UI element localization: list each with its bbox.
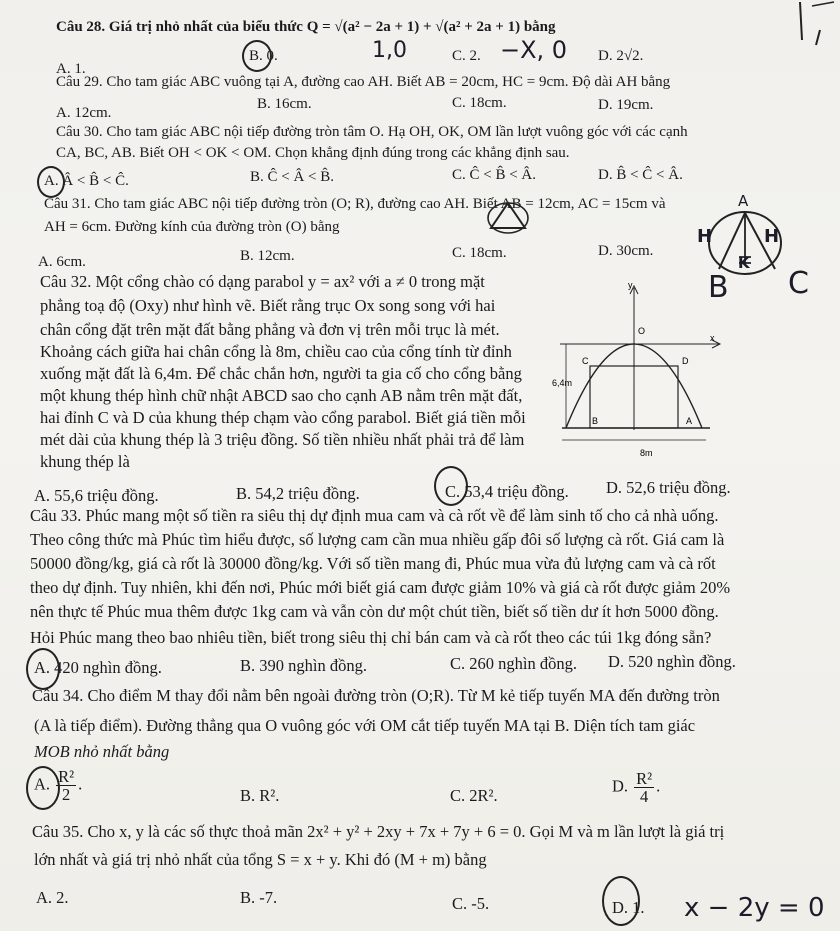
q33-option-d[interactable]: D. 520 nghìn đồng.: [608, 652, 736, 671]
handwritten-note-q28-a: 1,0: [372, 38, 407, 63]
q35-option-d[interactable]: D. 1.: [612, 898, 645, 917]
q34-option-d[interactable]: D. $\frac{\text{R²}}{4}$ .: [612, 769, 661, 806]
fig-label-height: 6,4m: [552, 378, 573, 388]
answer-circle-q28: [242, 40, 272, 72]
answer-circle-q34: [26, 766, 60, 810]
handwritten-label-b: B: [708, 270, 729, 305]
q35-option-a[interactable]: A. 2.: [36, 888, 69, 907]
q32-option-c[interactable]: C. 53,4 triệu đồng.: [445, 482, 569, 501]
q32-option-d[interactable]: D. 52,6 triệu đồng.: [606, 478, 731, 497]
q35-option-b[interactable]: B. -7.: [240, 888, 278, 907]
q31-option-c[interactable]: C. 18cm.: [452, 245, 507, 261]
q33-line-4: theo dự định. Tuy nhiên, khi đến nơi, Phúc mới biết giá cam được giảm 10% và giá cà rốt được giảm 20%: [30, 578, 731, 597]
q34-option-d-denominator: 4: [640, 787, 649, 806]
answer-circle-q30: [37, 166, 65, 198]
q31-option-d[interactable]: D. 30cm.: [598, 243, 654, 259]
fig-label-o: O: [638, 326, 646, 336]
q34-line-1: Câu 34. Cho điểm M thay đổi nằm bên ngoài đường tròn (O;R). Từ M kẻ tiếp tuyến MA đến đường tròn: [32, 686, 720, 705]
q28-option-c[interactable]: C. 2.: [452, 48, 481, 64]
q30-option-a[interactable]: A. Â < B̂ < Ĉ.: [44, 173, 129, 189]
q33-option-b[interactable]: B. 390 nghìn đồng.: [240, 656, 367, 675]
handwritten-note-bottom: x − 2y = 0: [684, 893, 825, 923]
q32-line-7: hai đỉnh C và D của khung thép chạm vào cổng parabol. Biết giá tiền mỗi: [40, 408, 526, 427]
q30-option-c[interactable]: C. Ĉ < B̂ < Â.: [452, 167, 537, 183]
q29-option-c[interactable]: C. 18cm.: [452, 95, 507, 111]
q30-stem-line1: Câu 30. Cho tam giác ABC nội tiếp đường tròn tâm O. Hạ OH, OK, OM lần lượt vuông góc với các cạnh: [56, 124, 688, 140]
q28-stem: Câu 28. Giá trị nhỏ nhất của biểu thức Q = √(a² − 2a + 1) + √(a² + 2a + 1) bằng: [56, 19, 556, 35]
q32-option-b[interactable]: B. 54,2 triệu đồng.: [236, 484, 360, 503]
q35-line-1: Câu 35. Cho x, y là các số thực thoả mãn 2x² + y² + 2xy + 7x + 7y + 6 = 0. Gọi M và m lần lượt là giá trị: [32, 822, 725, 841]
fig-label-width: 8m: [640, 448, 653, 458]
fig-label-c: C: [582, 356, 589, 366]
q34-option-a[interactable]: A. $\frac{\text{R²}}{2}$ .: [34, 767, 83, 804]
q28-option-b[interactable]: B. 0.: [249, 48, 278, 64]
q34-option-c[interactable]: C. 2R².: [450, 786, 498, 805]
q31-option-a[interactable]: A. 6cm.: [38, 254, 86, 270]
q31-stem-line2: AH = 6cm. Đường kính của đường tròn (O) bằng: [44, 219, 340, 235]
fig-label-d: D: [682, 356, 689, 366]
handwritten-label-c: C: [788, 266, 809, 301]
q34-option-a-label: A.: [34, 774, 51, 794]
handwritten-triangle-sketch: [485, 198, 531, 234]
parabola-gate-figure: [550, 278, 730, 468]
q29-stem: Câu 29. Cho tam giác ABC vuông tại A, đường cao AH. Biết AB = 20cm, HC = 9cm. Độ dài AH bằng: [56, 74, 671, 90]
q32-line-6: một khung thép hình chữ nhật ABCD sao cho cạnh AB nằm trên mặt đất,: [40, 386, 523, 405]
q32-line-1: Câu 32. Một cổng chào có dạng parabol y = ax² với a ≠ 0 trong mặt: [40, 272, 485, 291]
q34-option-a-denominator: 2: [62, 785, 71, 804]
handwritten-label-h: H: [697, 226, 713, 247]
q35-option-c[interactable]: C. -5.: [452, 894, 490, 913]
q33-option-c[interactable]: C. 260 nghìn đồng.: [450, 654, 577, 673]
q34-option-d-label: D.: [612, 776, 629, 796]
handwritten-note-q28-b: −X, 0: [500, 36, 568, 64]
fig-label-a: A: [686, 416, 693, 426]
pen-stroke-scribble: [760, 0, 840, 50]
q28-option-a[interactable]: A. 1.: [56, 61, 86, 77]
q33-line-2: Theo công thức mà Phúc tìm hiểu được, số lượng cam cần mua nhiều gấp đôi số lượng cà rốt. Giá cam là: [30, 530, 725, 549]
q34-line-2: (A là tiếp điểm). Đường thẳng qua O vuông góc với OM cắt tiếp tuyến MA tại B. Diện tích tam giác: [34, 716, 696, 735]
q34-option-d-fraction: [634, 770, 654, 805]
q32-option-a[interactable]: A. 55,6 triệu đồng.: [34, 486, 159, 505]
q34-line-3: MOB nhỏ nhất bằng: [34, 742, 170, 761]
q33-line-1: Câu 33. Phúc mang một số tiền ra siêu thị dự định mua cam và cà rốt về để làm sinh tố cho cả nhà uống.: [30, 506, 719, 525]
q32-line-5: xuống mặt đất là 6,4m. Để chắc chắn hơn, người ta gia cố cho cổng bằng: [40, 364, 522, 383]
q32-line-4: Khoảng cách giữa hai chân cổng là 8m, chiều cao của cổng tính từ đỉnh: [40, 342, 512, 361]
q29-option-d[interactable]: D. 19cm.: [598, 97, 654, 113]
q33-line-5: nên thực tế Phúc mua thêm được 1kg cam và vẫn còn dư một chút tiền, biết số tiền dư ít hơn 5000 đồng.: [30, 602, 719, 621]
fig-label-y: y: [628, 280, 633, 290]
q28-option-d[interactable]: D. 2√2.: [598, 48, 644, 64]
q29-option-a[interactable]: A. 12cm.: [56, 105, 112, 121]
q29-option-b[interactable]: B. 16cm.: [257, 96, 312, 112]
q32-line-8: mét dài của khung thép là 3 triệu đồng. Số tiền nhiều nhất phải trả để làm: [40, 430, 525, 449]
q30-option-b[interactable]: B. Ĉ < Â < B̂.: [250, 169, 335, 185]
q31-option-b[interactable]: B. 12cm.: [240, 248, 295, 264]
fig-label-x: x: [710, 333, 715, 343]
q33-line-3: 50000 đồng/kg, giá cà rốt là 30000 đồng/kg. Với số tiền mang đi, Phúc mua vừa đủ lượng cam và cà rốt: [30, 554, 716, 573]
answer-circle-q35: [602, 876, 640, 926]
q32-line-3: chân cổng đặt trên mặt đất bằng phẳng và đơn vị trên mỗi trục là mét.: [40, 320, 500, 339]
handwritten-label-h2: H: [764, 226, 780, 247]
handwritten-label-a: A: [738, 192, 749, 210]
q31-stem-line1: Câu 31. Cho tam giác ABC nội tiếp đường tròn (O; R), đường cao AH. Biết AB = 12cm, AC = 15cm và: [44, 196, 666, 212]
q32-line-2: phẳng toạ độ (Oxy) như hình vẽ. Biết rằng trục Ox song song với hai: [40, 296, 496, 315]
q30-option-d[interactable]: D. B̂ < Ĉ < Â.: [598, 167, 683, 183]
fig-label-b: B: [592, 416, 599, 426]
q33-option-a[interactable]: A. 420 nghìn đồng.: [34, 658, 162, 677]
answer-circle-q32: [434, 466, 468, 506]
q32-line-9: khung thép là: [40, 452, 130, 471]
q34-option-b[interactable]: B. R².: [240, 786, 280, 805]
q34-option-a-numerator: R²: [58, 767, 75, 786]
q35-line-2: lớn nhất và giá trị nhỏ nhất của tổng S = x + y. Khi đó (M + m) bằng: [34, 850, 487, 869]
handwritten-label-k: K: [738, 254, 750, 272]
q33-line-6: Hỏi Phúc mang theo bao nhiêu tiền, biết trong siêu thị chỉ bán cam và cà rốt theo các túi 1kg đóng sẵn?: [30, 628, 712, 647]
q34-option-d-numerator: R²: [636, 769, 653, 788]
q30-stem-line2: CA, BC, AB. Biết OH < OK < OM. Chọn khẳng định đúng trong các khẳng định sau.: [56, 145, 570, 161]
answer-circle-q33: [26, 648, 60, 690]
